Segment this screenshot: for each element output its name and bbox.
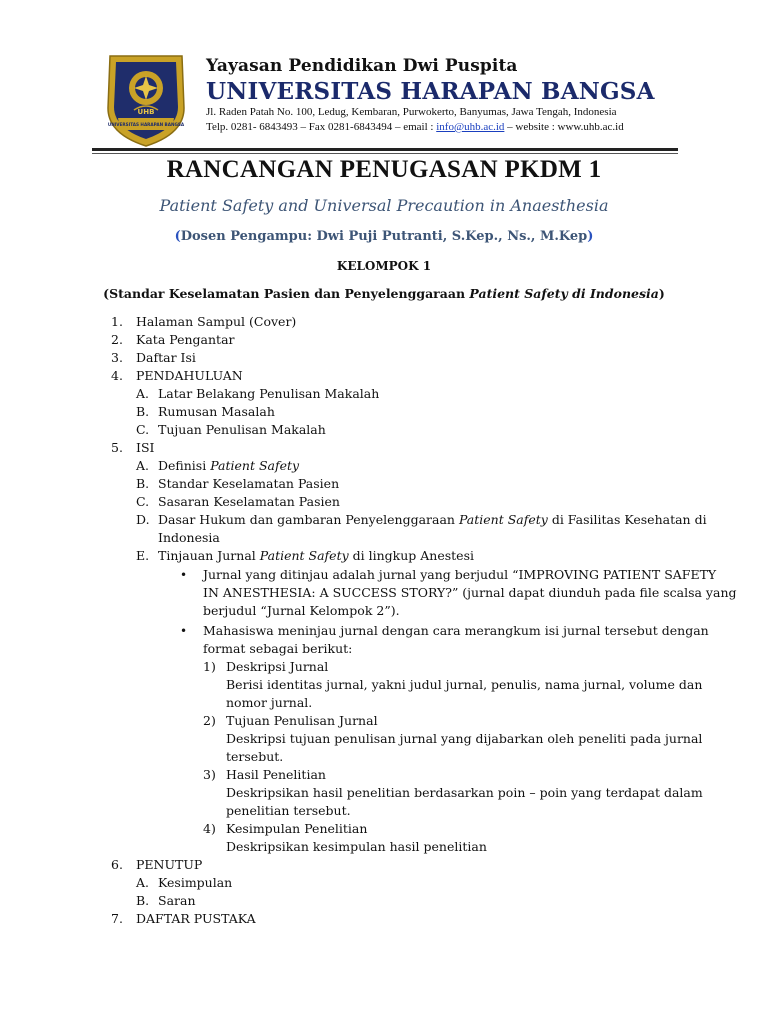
sub-2-line2: tersebut. [226,749,284,764]
university-logo [104,52,188,148]
item-1-text: Halaman Sampul (Cover) [136,314,297,329]
item-5a-letter: A. [136,458,150,473]
item-5d-text [158,511,707,529]
lecturer-text: Dosen Pengampu: Dwi Puji Putranti, S.Kep., Ns., M.Kep [180,229,588,244]
university-contact [206,121,624,133]
document-subtitle: Patient Safety and Universal Precaution in Anaesthesia [159,196,609,215]
item-6a-text: Kesimpulan [158,875,233,890]
university-address: Jl. Raden Patah No. 100, Ledug, Kembaran, Purwokerto, Banyumas, Jawa Tengah, Indonesia [206,106,617,118]
item-5e-post: di lingkup Anestesi [348,548,474,563]
item-5b-letter: B. [136,476,150,491]
item-5b-text: Standar Keselamatan Pasien [158,476,340,491]
item-6b-text: Saran [158,893,196,908]
group-heading: KELOMPOK 1 [336,259,432,273]
item-5-number: 5. [111,440,123,455]
contact-phone-fax: Telp. 0281- 6843493 – Fax 0281-6843494 – email : [206,121,437,133]
topic-post: ) [658,286,665,301]
bullet-1-line1: Jurnal yang ditinjau adalah jurnal yang berjudul “IMPROVING PATIENT SAFETY [203,567,717,582]
item-5d-post: di Fasilitas Kesehatan di [547,512,707,527]
item-5d-italic: Patient Safety [458,512,548,527]
bullet-2-line2: format sebagai berikut: [203,641,353,656]
document-title: RANCANGAN PENUGASAN PKDM 1 [166,156,602,183]
sub-1-line1: Berisi identitas jurnal, yakni judul jurnal, penulis, nama jurnal, volume dan [226,677,703,692]
item-2-number: 2. [111,332,123,347]
item-5-text: ISI [136,440,155,455]
sub-4-line1: Deskripsikan kesimpulan hasil penelitian [226,839,487,854]
item-4-text: PENDAHULUAN [136,368,243,383]
sub-3-line1: Deskripsikan hasil penelitian berdasarkan poin – poin yang terdapat dalam [226,785,703,800]
item-5e-text [158,547,474,565]
item-5e-letter: E. [136,548,150,563]
sub-2-line1: Deskripsi tujuan penulisan jurnal yang dijabarkan oleh peneliti pada jurnal [226,731,703,746]
item-4c-text: Tujuan Penulisan Makalah [158,422,326,437]
item-5a-italic: Patient Safety [210,458,300,473]
logo-text-bottom: UNIVERSITAS HARAPAN BANGSA [107,122,185,127]
item-5d-letter: D. [136,512,150,527]
sub-1-number: 1) [203,659,216,674]
item-3-text: Daftar Isi [136,350,196,365]
sub-1-heading: Deskripsi Jurnal [226,659,329,674]
item-4b-text: Rumusan Masalah [158,404,275,419]
item-7-text: DAFTAR PUSTAKA [136,911,256,926]
topic-pre: (Standar Keselamatan Pasien dan Penyelenggaraan [103,286,470,301]
item-2-text: Kata Pengantar [136,332,235,347]
item-5e-pre: Tinjauan Jurnal [158,548,260,563]
lecturer-line [0,229,768,244]
item-6b-letter: B. [136,893,150,908]
sub-2-number: 2) [203,713,216,728]
sub-2-heading: Tujuan Penulisan Jurnal [226,713,378,728]
lecturer-close-paren: ) [587,229,594,244]
bullet-1-line3: berjudul “Jurnal Kelompok 2”). [203,603,400,618]
contact-website: – website : www.uhb.ac.id [504,121,624,133]
item-5d-text-line2: Indonesia [158,530,220,545]
sub-3-line2: penelitian tersebut. [226,803,351,818]
logo-text-top: UHB [137,108,155,116]
letterhead-divider-thick [92,148,678,151]
sub-4-heading: Kesimpulan Penelitian [226,821,368,836]
sub-3-heading: Hasil Penelitian [226,767,326,782]
bullet-1-dot: • [180,568,188,582]
sub-1-line2: nomor jurnal. [226,695,313,710]
item-3-number: 3. [111,350,123,365]
sub-4-number: 4) [203,821,216,836]
item-5e-italic: Patient Safety [259,548,349,563]
item-4a-letter: A. [136,386,150,401]
item-4a-text: Latar Belakang Penulisan Makalah [158,386,380,401]
topic-italic: Patient Safety di Indonesia [469,286,659,301]
item-4b-letter: B. [136,404,150,419]
lecturer-open-paren: ( [174,229,181,244]
bullet-2-line1: Mahasiswa meninjau jurnal dengan cara merangkum isi jurnal tersebut dengan [203,623,709,638]
item-6-text: PENUTUP [136,857,203,872]
topic-heading [0,286,768,301]
item-1-number: 1. [111,314,123,329]
item-5d-pre: Dasar Hukum dan gambaran Penyelenggaraan [158,512,459,527]
item-6-number: 6. [111,857,123,872]
university-name: UNIVERSITAS HARAPAN BANGSA [206,78,655,105]
item-6a-letter: A. [136,875,150,890]
sub-3-number: 3) [203,767,216,782]
foundation-name: Yayasan Pendidikan Dwi Puspita [206,56,518,76]
letterhead-divider-thin [92,153,678,154]
bullet-1-line2: IN ANESTHESIA: A SUCCESS STORY?” (jurnal dapat diunduh pada file scalsa yang [203,585,737,600]
bullet-2-dot: • [180,624,188,638]
item-4c-letter: C. [136,422,150,437]
email-link[interactable]: info@uhb.ac.id [436,121,505,133]
item-5a-pre: Definisi [158,458,211,473]
item-5c-text: Sasaran Keselamatan Pasien [158,494,340,509]
item-4-number: 4. [111,368,123,383]
item-7-number: 7. [111,911,123,926]
item-5a-text [158,457,299,475]
item-5c-letter: C. [136,494,150,509]
